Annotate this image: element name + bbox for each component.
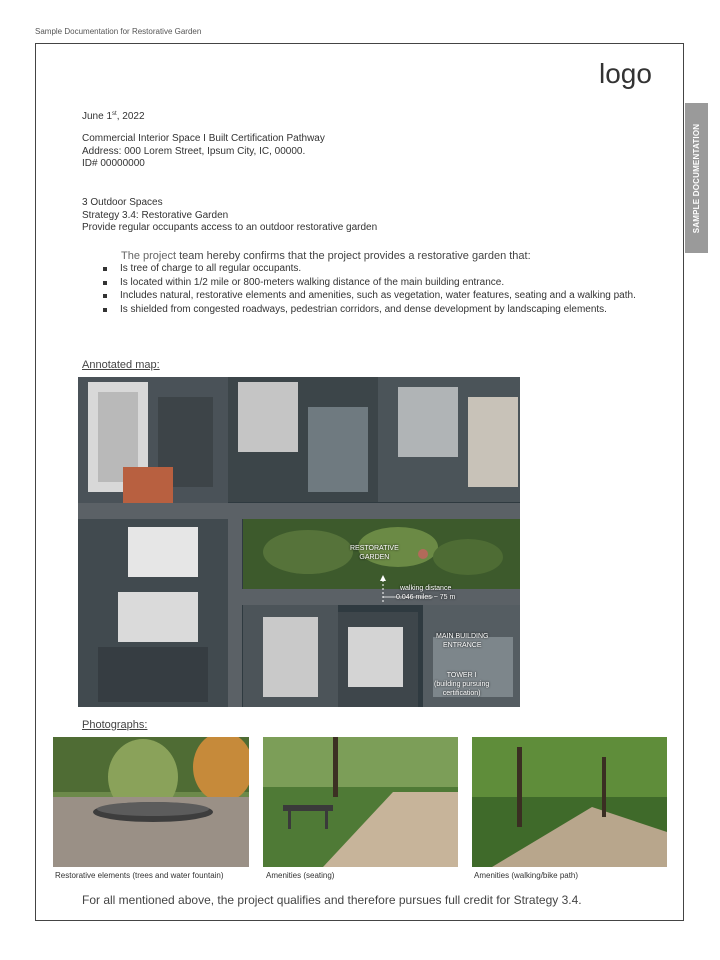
tower-label [434, 671, 489, 698]
strategy-section: 3 Outdoor Spaces [82, 197, 163, 208]
document-header: Sample Documentation for Restorative Garden [35, 27, 202, 36]
entrance-label-line2: ENTRANCE [443, 642, 482, 649]
date [82, 108, 145, 124]
list-item: Is tree of charge to all regular occupants. [100, 262, 640, 276]
garden-label-line2: GARDEN [359, 554, 390, 561]
photo-caption: Amenities (seating) [266, 871, 335, 880]
side-tab [685, 103, 708, 253]
aerial-image [78, 377, 520, 707]
fountain-image [53, 737, 249, 867]
strategy-title: Strategy 3.4: Restorative Garden [82, 209, 229, 221]
list-item: Is located within 1/2 mile or 800-meters walking distance of the main building entrance. [100, 276, 640, 290]
date-year: , 2022 [116, 111, 145, 122]
annotated-map [78, 377, 520, 707]
photographs-heading: Photographs: [82, 719, 148, 731]
photo-seating [263, 737, 458, 867]
list-item: Includes natural, restorative elements and amenities, such as vegetation, water features, seating and a walking path. [100, 289, 640, 303]
intro-rest: team hereby confirms that the project provides a restorative garden that: [176, 250, 531, 262]
annotated-map-heading: Annotated map: [82, 359, 160, 371]
walking-distance-line1: walking distance [399, 585, 452, 592]
tower-label-line3: certification) [442, 690, 481, 697]
strategy-info [82, 197, 377, 235]
list-item: Is shielded from congested roadways, pedestrian corridors, and dense development by landscaping elements. [100, 303, 640, 317]
garden-label-line1: RESTORATIVE [350, 545, 399, 552]
walking-distance-line2: 0.046 miles ~ 75 m [396, 594, 456, 601]
garden-label [350, 544, 399, 562]
intro-lead: The project [121, 250, 177, 262]
photo-path [472, 737, 667, 867]
date-day: June 1 [82, 111, 113, 122]
photo-fountain [53, 737, 249, 867]
closing-statement: For all mentioned above, the project qualifies and therefore pursues full credit for Strategy 3.4. [82, 893, 582, 907]
walking-distance-label [396, 584, 455, 602]
project-id: ID# 00000000 [82, 158, 145, 169]
path-image [472, 737, 667, 867]
project-address: Address: 000 Lorem Street, Ipsum City, IC, 00000. [82, 145, 306, 157]
seating-image [263, 737, 458, 867]
photo-caption: Restorative elements (trees and water fountain) [55, 871, 224, 880]
logo: logo [599, 58, 652, 89]
strategy-description: Provide regular occupants access to an outdoor restorative garden [82, 222, 378, 233]
side-tab-label: SAMPLE DOCUMENTATION [692, 123, 702, 233]
photo-caption: Amenities (walking/bike path) [474, 871, 579, 880]
date-ordinal: st [112, 111, 117, 117]
entrance-label-line1: MAIN BUILDING [436, 633, 489, 640]
tower-label-line2: (building pursuing [434, 681, 490, 688]
project-info [82, 133, 325, 171]
intro-statement [121, 250, 531, 262]
entrance-label [436, 632, 489, 650]
tower-label-line1: TOWER I [446, 672, 477, 679]
certification-pathway: Commercial Interior Space I Built Certification Pathway [82, 133, 325, 144]
criteria-list [100, 262, 640, 316]
